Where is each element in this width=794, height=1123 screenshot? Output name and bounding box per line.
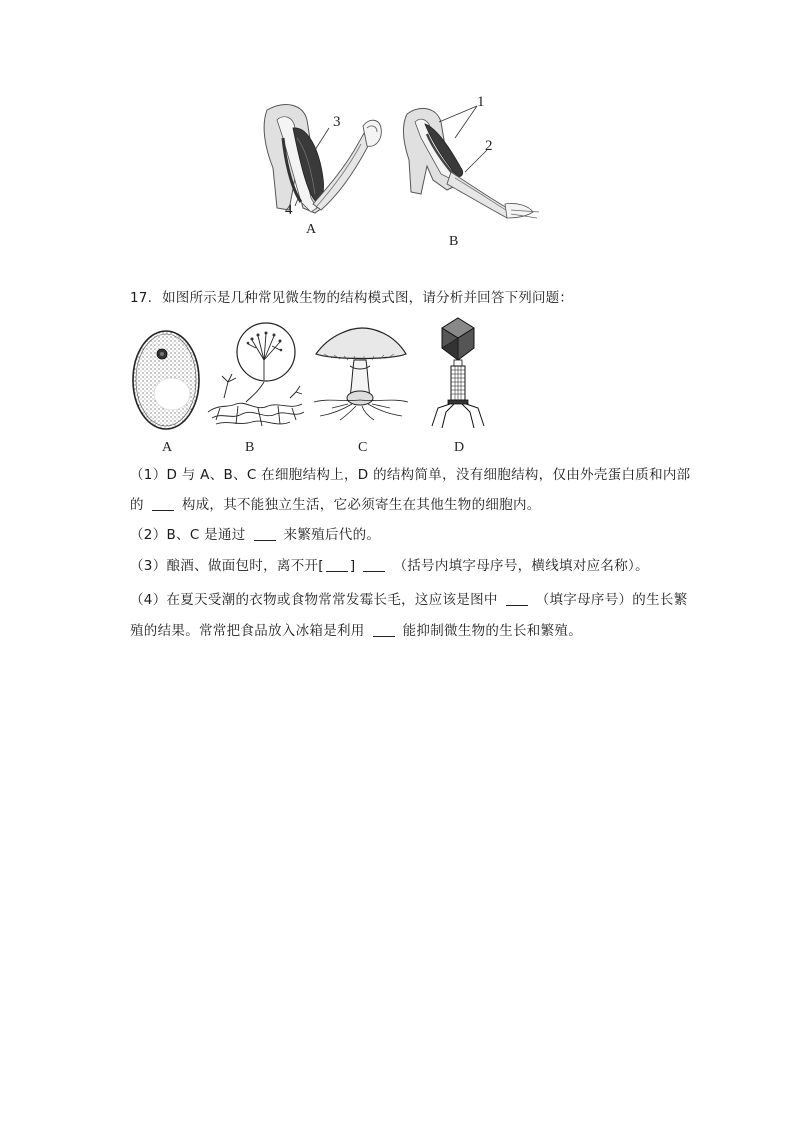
micro-label-b: B	[245, 440, 255, 455]
micro-label-d: D	[454, 440, 465, 455]
q1-text-1: （1）D 与 A、B、C 在细胞结构上，D 的结构简单，没有细胞结构，仅由外壳蛋白质和内部	[130, 467, 691, 483]
question-text: 如图所示是几种常见微生物的结构模式图，请分析并回答下列问题：	[162, 290, 574, 306]
arm-b-label: B	[449, 234, 459, 249]
arm-muscle-figure	[255, 94, 545, 253]
answer-blank[interactable]	[326, 557, 348, 572]
bacteriophage-drawing	[428, 316, 488, 430]
arm-a-label: A	[306, 222, 317, 237]
answer-blank[interactable]	[506, 591, 528, 606]
q4-text-1: （4）在夏天受潮的衣物或食物常常发霉长毛，这应该是图中	[130, 592, 498, 608]
q3-text-1: （3）酿酒、做面包时，离不开[	[130, 558, 324, 574]
micro-label-c: C	[358, 440, 368, 455]
arm-b-drawing	[403, 106, 539, 218]
q1-text-3: 构成，其不能独立生活，它必须寄生在其他生物的细胞内。	[181, 497, 541, 513]
mold-drawing	[206, 320, 306, 432]
arm-part-label: 4	[285, 202, 293, 218]
arm-a-drawing	[264, 105, 381, 213]
q4-text-2: （填字母序号）的生长繁	[535, 592, 688, 608]
sub-question-3	[130, 556, 649, 576]
sub-question-2	[130, 525, 380, 545]
answer-blank[interactable]	[254, 526, 276, 541]
mushroom-drawing	[312, 326, 410, 422]
q1-text-2: 的	[130, 497, 144, 513]
sub-question-1-line-2	[130, 495, 541, 515]
q4-text-3: 殖的结果。常常把食品放入冰箱是利用	[130, 623, 365, 639]
q2-text-2: 来繁殖后代的。	[283, 527, 381, 543]
micro-label-a: A	[162, 440, 173, 455]
q3-text-3: （括号内填字母序号，横线填对应名称）。	[393, 558, 649, 574]
arm-illustration	[255, 98, 545, 253]
answer-blank[interactable]	[152, 496, 174, 511]
sub-question-4-line-2	[130, 621, 582, 641]
arm-part-label: 1	[477, 94, 485, 110]
q4-text-4: 能抑制微生物的生长和繁殖。	[402, 623, 583, 639]
answer-blank[interactable]	[363, 557, 385, 572]
q3-text-2: ]	[349, 558, 356, 574]
sub-question-1-line-1	[130, 465, 690, 485]
yeast-cell-drawing	[130, 328, 202, 432]
question-17-stem	[130, 286, 573, 306]
question-number: 17.	[130, 290, 153, 306]
arm-part-label: 2	[485, 138, 493, 154]
q2-text-1: （2）B、C 是通过	[130, 527, 246, 543]
arm-part-label: 3	[333, 114, 341, 130]
answer-blank[interactable]	[373, 622, 395, 637]
sub-question-4-line-1	[130, 590, 688, 610]
